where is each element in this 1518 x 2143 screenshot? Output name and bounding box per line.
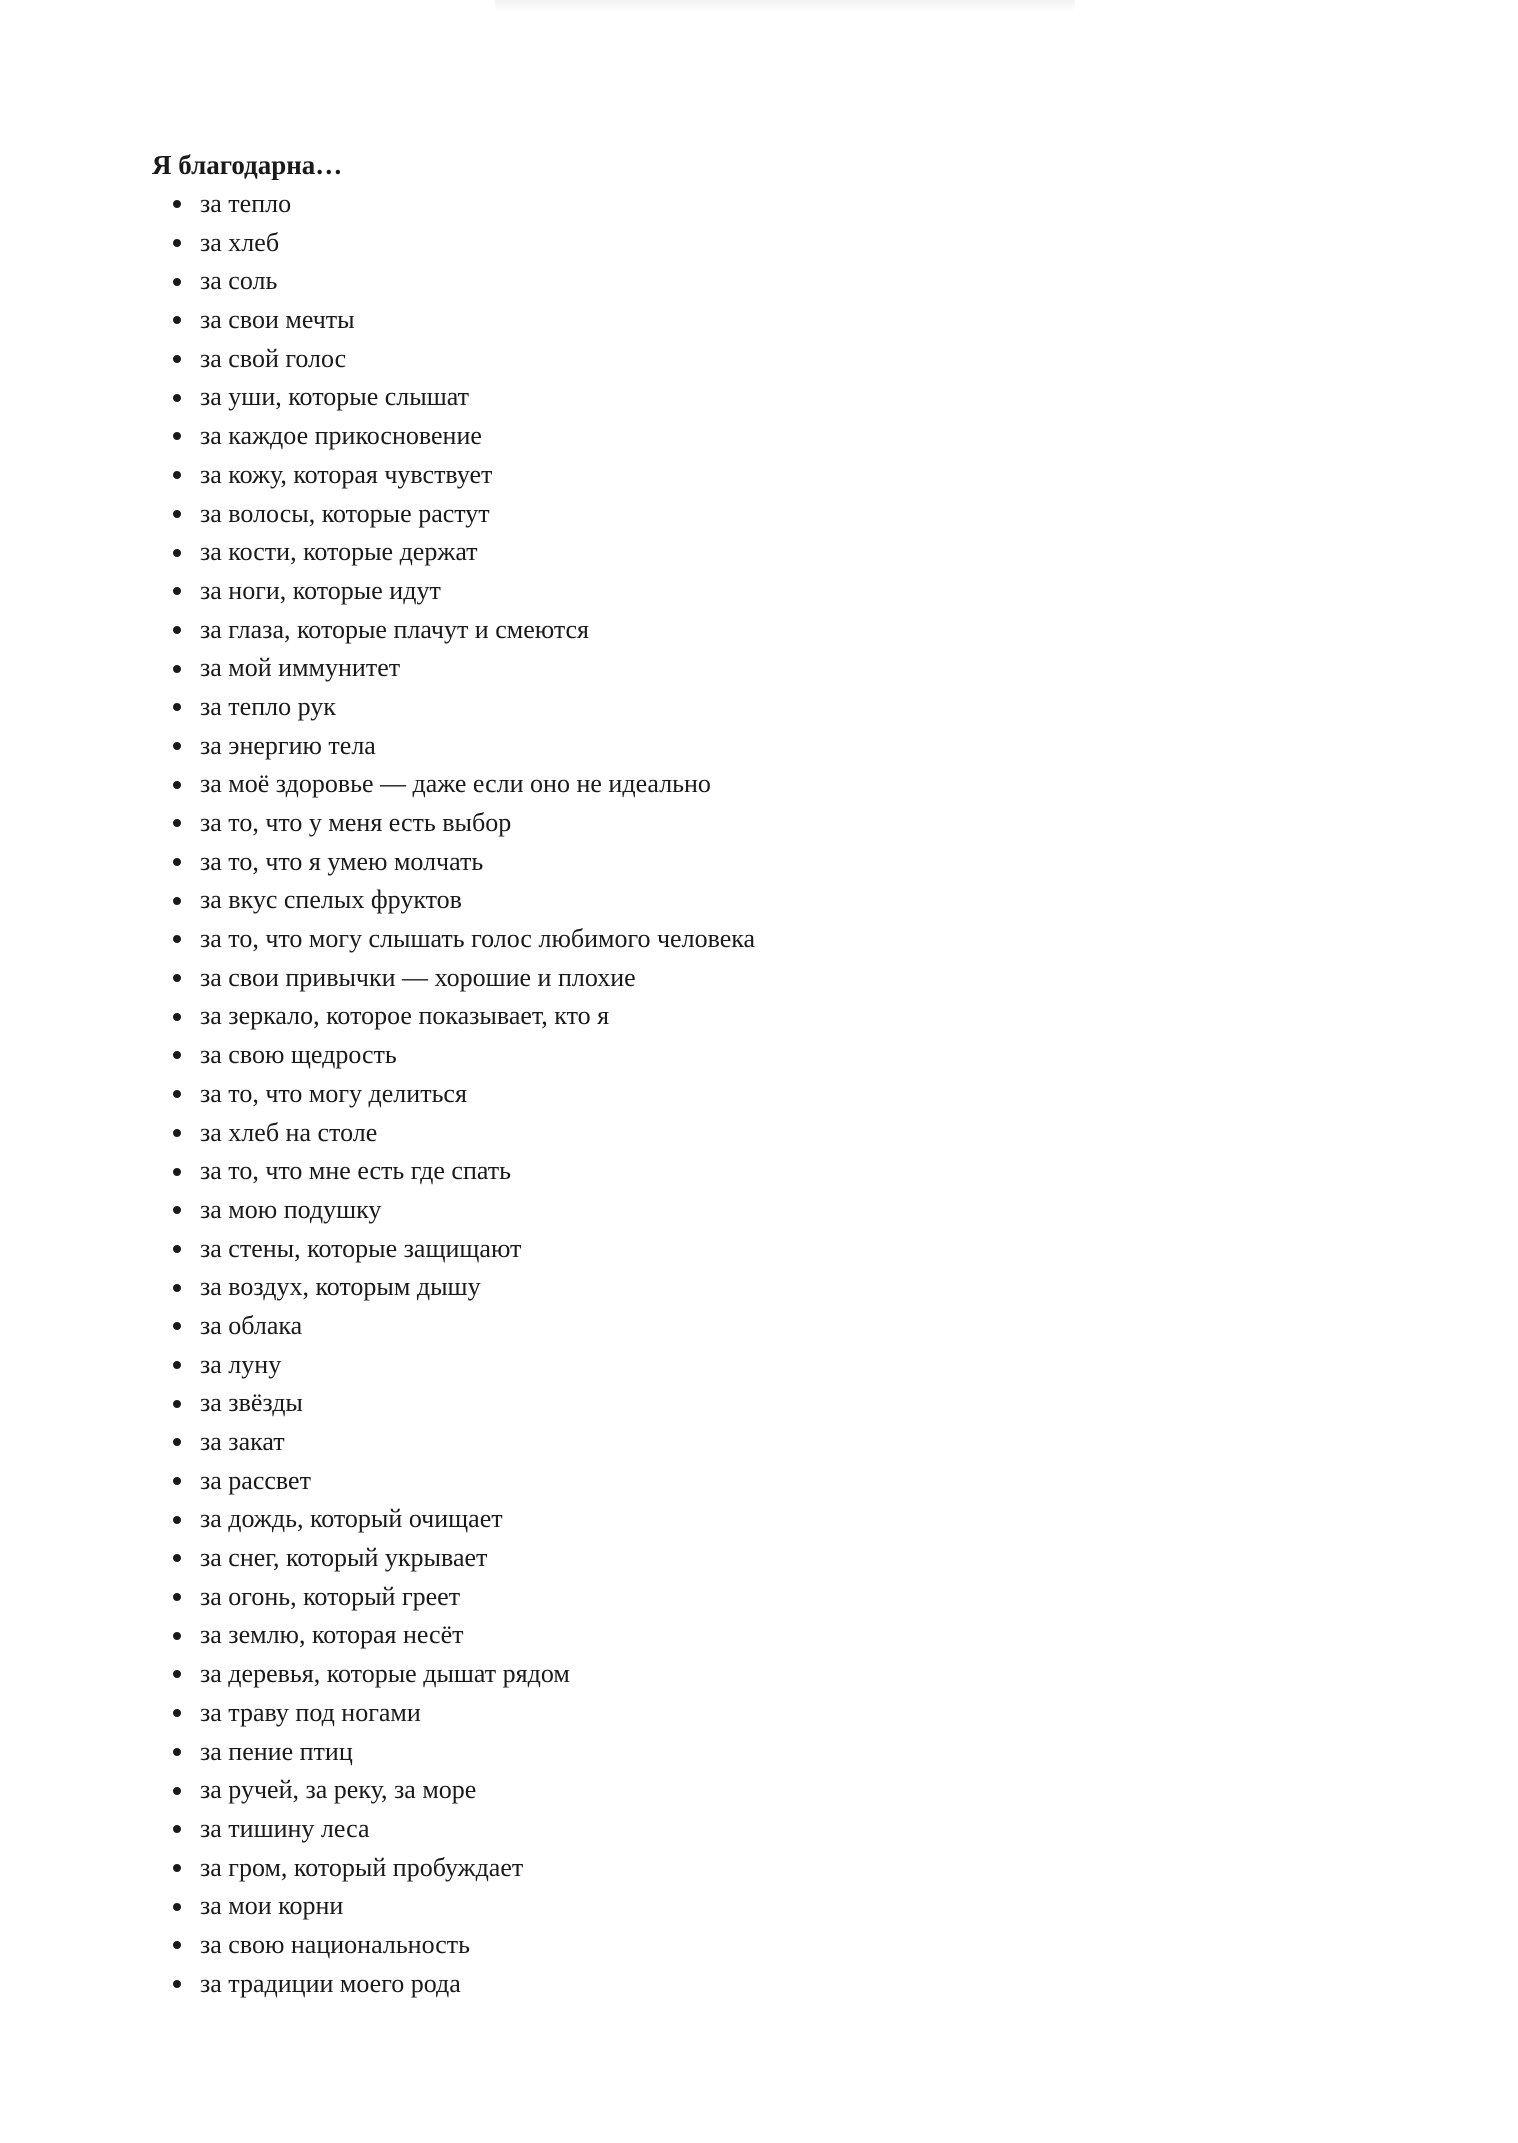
list-item-text: за тепло (200, 189, 292, 218)
list-item (152, 572, 1418, 611)
list-item-text: за траву под ногами (200, 1697, 421, 1727)
bullet-icon (173, 1593, 181, 1601)
list-item (152, 727, 1418, 766)
list-item (152, 1616, 1418, 1655)
bullet-icon (173, 1825, 181, 1833)
gratitude-list (152, 185, 1418, 2003)
list-item (152, 997, 1418, 1036)
bullet-icon (173, 1554, 181, 1562)
list-item (152, 224, 1418, 263)
list-item-text: за то, что мне есть где спать (200, 1156, 511, 1186)
bullet-icon (173, 1051, 181, 1059)
list-item (152, 1655, 1418, 1694)
bullet-icon (173, 1670, 181, 1678)
list-item (152, 340, 1418, 379)
bullet-icon (173, 781, 181, 789)
list-item (152, 1733, 1418, 1772)
bullet-icon (173, 1090, 181, 1098)
bullet-icon (173, 1284, 181, 1292)
list-item (152, 611, 1418, 650)
list-item (152, 765, 1418, 804)
bullet-icon (173, 432, 181, 440)
document-page (152, 145, 1418, 2003)
list-item-text: за кожу, которая чувствует (200, 459, 493, 489)
bullet-icon (173, 471, 181, 479)
bullet-icon (173, 1438, 181, 1446)
bullet-icon (173, 1168, 181, 1176)
list-item-text: за соль (200, 266, 278, 296)
list-item (152, 649, 1418, 688)
list-item (152, 1268, 1418, 1307)
list-item-text: за звёзды (200, 1388, 303, 1418)
list-item (152, 1191, 1418, 1230)
list-item-text: за землю, которая несёт (200, 1620, 464, 1650)
list-item-text: за моё здоровье — даже если оно не идеально (200, 769, 711, 799)
list-item (152, 1384, 1418, 1423)
bullet-icon (173, 1787, 181, 1795)
bullet-icon (173, 1400, 181, 1408)
bullet-icon (173, 626, 181, 634)
list-item (152, 1849, 1418, 1888)
list-item-text: за огонь, который греет (200, 1581, 461, 1611)
list-item (152, 1965, 1418, 2004)
bullet-icon (173, 1013, 181, 1021)
bullet-icon (173, 1516, 181, 1524)
list-item-text: за ноги, которые идут (200, 575, 441, 605)
list-item (152, 417, 1418, 456)
list-item-text: за свою национальность (200, 1929, 470, 1959)
list-item-text: за хлеб на столе (200, 1117, 378, 1147)
list-item (152, 1307, 1418, 1346)
list-item-text: за луну (200, 1349, 282, 1379)
list-item-text: за воздух, которым дышу (200, 1272, 481, 1302)
list-item (152, 1771, 1418, 1810)
list-item-text: за традиции моего рода (200, 1968, 461, 1998)
list-item-text: за деревья, которые дышат рядом (200, 1659, 570, 1689)
list-item-text: за тепло рук (200, 691, 336, 721)
list-item (152, 533, 1418, 572)
list-item-text: за то, что я умею молчать (200, 846, 484, 876)
bullet-icon (173, 1941, 181, 1949)
list-item (152, 1230, 1418, 1269)
list-item-text: за мои корни (200, 1891, 344, 1921)
list-item (152, 804, 1418, 843)
list-item-text: за каждое прикосновение (200, 421, 482, 451)
list-item (152, 1578, 1418, 1617)
list-item-text: за свою щедрость (200, 1040, 397, 1070)
list-item-text: за рассвет (200, 1465, 311, 1495)
list-item (152, 1887, 1418, 1926)
list-item (152, 1539, 1418, 1578)
bullet-icon (173, 239, 181, 247)
bullet-icon (173, 394, 181, 402)
page-top-shadow (495, 0, 1075, 12)
list-item-text: за облака (200, 1310, 303, 1340)
list-item (152, 1926, 1418, 1965)
bullet-icon (173, 549, 181, 557)
list-item-text: за то, что могу делиться (200, 1078, 467, 1108)
bullet-icon (173, 1980, 181, 1988)
bullet-icon (173, 1864, 181, 1872)
list-item (152, 1075, 1418, 1114)
list-item-text: за дождь, который очищает (200, 1504, 503, 1534)
list-item-text: за хлеб (200, 227, 280, 257)
bullet-icon (173, 1245, 181, 1253)
list-item (152, 301, 1418, 340)
list-item-text: за волосы, которые растут (200, 498, 490, 528)
list-item-text: за кости, которые держат (200, 537, 478, 567)
list-item-text: за гром, который пробуждает (200, 1852, 524, 1882)
bullet-icon (173, 897, 181, 905)
list-item (152, 959, 1418, 998)
bullet-icon (173, 819, 181, 827)
list-item (152, 1114, 1418, 1153)
list-item (152, 1152, 1418, 1191)
list-item (152, 456, 1418, 495)
list-item (152, 185, 1418, 224)
list-item (152, 1423, 1418, 1462)
list-item (152, 1810, 1418, 1849)
list-item-text: за то, что у меня есть выбор (200, 808, 512, 837)
list-item-text: за свой голос (200, 343, 347, 373)
list-item-text: за мой иммунитет (200, 653, 401, 683)
bullet-icon (173, 1129, 181, 1137)
bullet-icon (173, 316, 181, 324)
list-item (152, 1036, 1418, 1075)
list-item (152, 920, 1418, 959)
bullet-icon (173, 1903, 181, 1911)
list-item (152, 495, 1418, 534)
bullet-icon (173, 510, 181, 518)
bullet-icon (173, 665, 181, 673)
list-item-text: за ручей, за реку, за море (200, 1775, 477, 1805)
list-item-text: за зеркало, которое показывает, кто я (200, 1001, 610, 1031)
list-item-text: за глаза, которые плачут и смеются (200, 614, 590, 644)
bullet-icon (173, 974, 181, 982)
list-item-text: за тишину леса (200, 1813, 370, 1843)
bullet-icon (173, 1477, 181, 1485)
list-item (152, 843, 1418, 882)
list-item-text: за пение птиц (200, 1736, 353, 1766)
list-item (152, 378, 1418, 417)
bullet-icon (173, 1206, 181, 1214)
bullet-icon (173, 742, 181, 750)
list-item-text: за свои мечты (200, 305, 355, 335)
list-item-text: за то, что могу слышать голос любимого человека (200, 924, 756, 954)
list-item-text: за закат (200, 1427, 285, 1456)
list-item-text: за снег, который укрывает (200, 1543, 488, 1573)
bullet-icon (173, 1709, 181, 1717)
bullet-icon (173, 1322, 181, 1330)
bullet-icon (173, 703, 181, 711)
list-item (152, 1462, 1418, 1501)
list-item-text: за мою подушку (200, 1194, 382, 1224)
page-heading: Я благодарна… (152, 150, 343, 180)
bullet-icon (173, 278, 181, 286)
list-item-text: за уши, которые слышат (200, 382, 469, 412)
bullet-icon (173, 587, 181, 595)
list-item-text: за стены, которые защищают (200, 1233, 522, 1263)
list-item (152, 1346, 1418, 1385)
bullet-icon (173, 935, 181, 943)
list-item (152, 881, 1418, 920)
bullet-icon (173, 200, 181, 208)
list-item-text: за свои привычки — хорошие и плохие (200, 962, 636, 992)
list-item-text: за вкус спелых фруктов (200, 885, 462, 915)
bullet-icon (173, 1632, 181, 1640)
list-item (152, 262, 1418, 301)
bullet-icon (173, 355, 181, 363)
bullet-icon (173, 1361, 181, 1369)
list-item-text: за энергию тела (200, 730, 376, 760)
list-item (152, 688, 1418, 727)
bullet-icon (173, 858, 181, 866)
bullet-icon (173, 1748, 181, 1756)
list-item (152, 1694, 1418, 1733)
list-item (152, 1500, 1418, 1539)
